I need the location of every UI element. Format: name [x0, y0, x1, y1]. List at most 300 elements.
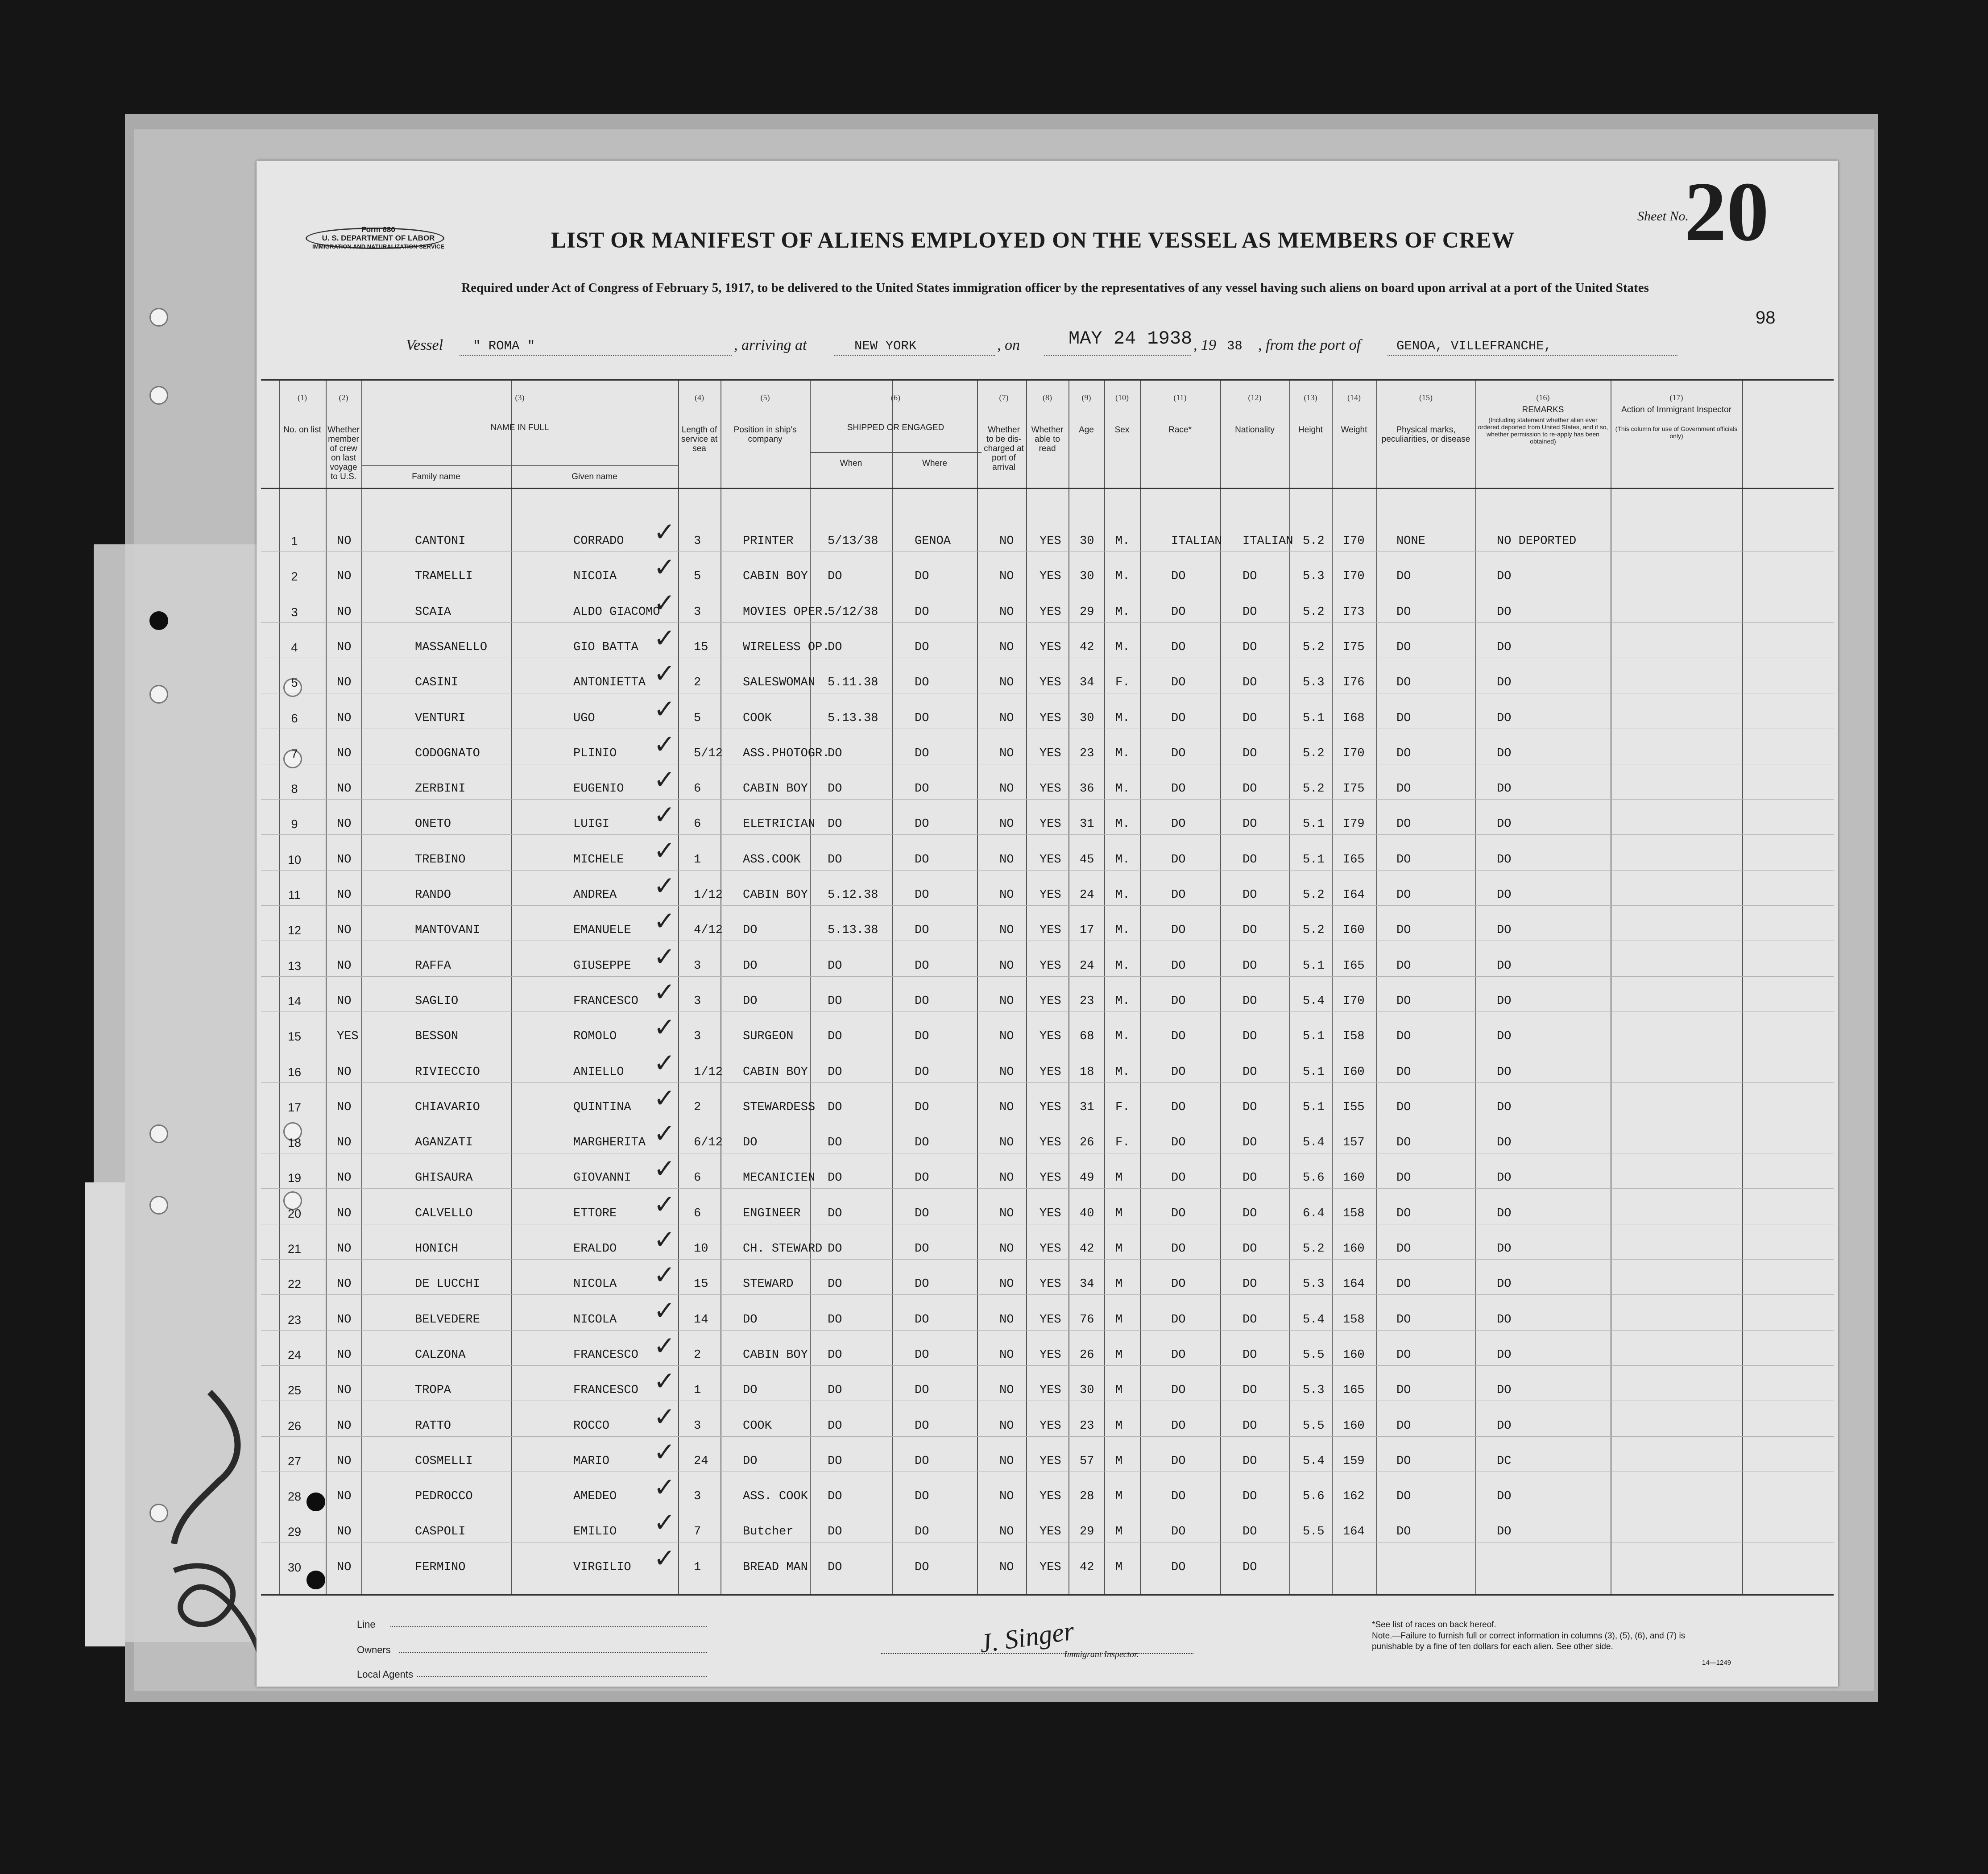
cell-marks: DO [1396, 994, 1411, 1008]
cell-prev: NO [337, 853, 352, 867]
table-row [261, 622, 1834, 659]
cell-no: 4 [291, 640, 298, 654]
cell-no: 8 [291, 782, 298, 796]
check-mark: ✓ [654, 1507, 675, 1538]
cell-given: EUGENIO [573, 782, 624, 796]
from-value: GENOA, VILLEFRANCHE, [1396, 339, 1552, 353]
cell-remarks: DO [1497, 959, 1512, 973]
cell-position: CABIN BOY [743, 1065, 808, 1079]
cell-height: 5.2 [1303, 640, 1325, 654]
cell-no: 2 [291, 570, 298, 584]
table-row [261, 1118, 1834, 1154]
cell-height: 5.5 [1303, 1525, 1325, 1539]
cell-service: 3 [694, 605, 701, 619]
cell-marks: DO [1396, 1454, 1411, 1468]
cell-family: RIVIECCIO [415, 1065, 480, 1079]
marginal-number: 98 [1756, 308, 1776, 328]
cell-no: 22 [287, 1277, 302, 1291]
cell-nationality: DO [1242, 605, 1257, 619]
cell-age: 49 [1080, 1171, 1094, 1185]
cell-age: 42 [1080, 640, 1094, 654]
cell-service: 5/12 [694, 746, 723, 760]
cell-prev: NO [337, 1136, 352, 1150]
cell-family: TROPA [415, 1384, 451, 1397]
table-row [261, 1330, 1834, 1366]
cell-weight: 162 [1343, 1490, 1365, 1504]
cell-height: 5.2 [1303, 888, 1325, 902]
column-rule [361, 381, 362, 1594]
cell-prev: NO [337, 782, 352, 796]
cell-where: DO [915, 1490, 929, 1504]
cell-remarks: DO [1497, 782, 1512, 796]
cell-where: DO [915, 746, 929, 760]
cell-age: 24 [1080, 959, 1094, 973]
cell-when: DO [828, 817, 842, 831]
cell-no: 13 [287, 959, 302, 973]
table-row [261, 658, 1834, 694]
from-underline [1387, 355, 1677, 356]
cell-weight: 159 [1343, 1454, 1365, 1468]
cell-where: DO [915, 994, 929, 1008]
cell-weight: I70 [1343, 994, 1365, 1008]
cell-discharged: NO [999, 959, 1014, 973]
date-underline [1044, 355, 1191, 356]
check-mark: ✓ [654, 587, 675, 618]
cell-when: DO [828, 959, 842, 973]
cell-height: 5.5 [1303, 1348, 1325, 1362]
column-rule [1332, 381, 1333, 1594]
cell-when: DO [828, 1277, 842, 1291]
cell-nationality: DO [1242, 1419, 1257, 1433]
cell-discharged: NO [999, 1206, 1014, 1220]
cell-prev: NO [337, 676, 352, 690]
cell-family: CASINI [415, 676, 459, 690]
cell-weight: I76 [1343, 676, 1365, 690]
header-divider [810, 452, 982, 453]
year-value: 38 [1227, 339, 1242, 353]
cell-remarks: DO [1497, 1136, 1512, 1150]
cell-nationality: ITALIAN [1242, 535, 1293, 548]
year-label: , 19 [1193, 337, 1216, 353]
cell-sex: F. [1115, 676, 1130, 690]
cell-sex: M [1115, 1242, 1123, 1256]
cell-service: 2 [694, 676, 701, 690]
cell-nationality: DO [1242, 959, 1257, 973]
cell-marks: DO [1396, 746, 1411, 760]
cell-where: DO [915, 817, 929, 831]
cell-read: YES [1040, 1348, 1061, 1362]
cell-nationality: DO [1242, 994, 1257, 1008]
cell-service: 3 [694, 959, 701, 973]
cell-marks: DO [1396, 1525, 1411, 1539]
cell-no: 29 [287, 1525, 302, 1539]
cell-marks: DO [1396, 959, 1411, 973]
cell-remarks: DO [1497, 1348, 1512, 1362]
cell-given: NICOLA [573, 1277, 617, 1291]
cell-weight: I70 [1343, 570, 1365, 584]
cell-race: DO [1171, 1525, 1186, 1539]
cell-discharged: NO [999, 817, 1014, 831]
cell-service: 1/12 [694, 1065, 723, 1079]
column-number: (8) [1043, 393, 1052, 402]
pencil-scribble [147, 1383, 263, 1669]
cell-weight: I75 [1343, 640, 1365, 654]
cell-weight: 158 [1343, 1206, 1365, 1220]
check-mark: ✓ [654, 800, 675, 830]
cell-service: 10 [694, 1242, 708, 1256]
cell-discharged: NO [999, 535, 1014, 548]
cell-weight: 160 [1343, 1242, 1365, 1256]
cell-family: CALZONA [415, 1348, 466, 1362]
inspector-label: Immigrant Inspector. [1064, 1650, 1139, 1659]
column-header: Physical marks, peculiarities, or disease [1381, 425, 1470, 444]
page-edge-left-lower [85, 1182, 125, 1646]
cell-read: YES [1040, 1065, 1061, 1079]
form-code: 14—1249 [1702, 1659, 1731, 1667]
cell-given: MARIO [573, 1454, 610, 1468]
cell-service: 7 [694, 1525, 701, 1539]
cell-nationality: DO [1242, 1313, 1257, 1327]
cell-height: 5.1 [1303, 817, 1325, 831]
cell-given: LUIGI [573, 817, 610, 831]
cell-remarks: DO [1497, 817, 1512, 831]
sheet-label: Sheet No. [1637, 209, 1689, 224]
table-row [261, 1260, 1834, 1295]
cell-discharged: NO [999, 1560, 1014, 1574]
cell-sex: M. [1115, 959, 1130, 973]
cell-race: DO [1171, 1065, 1186, 1079]
cell-position: STEWARD [743, 1277, 794, 1291]
check-mark: ✓ [654, 1330, 675, 1361]
cell-marks: DO [1396, 782, 1411, 796]
inspector-signature: J. Singer [977, 1616, 1076, 1658]
check-mark: ✓ [654, 517, 675, 547]
cell-remarks: DO [1497, 1065, 1512, 1079]
cell-race: DO [1171, 1242, 1186, 1256]
cell-remarks: NO DEPORTED [1497, 535, 1577, 548]
cell-no: 28 [287, 1490, 302, 1504]
check-mark: ✓ [654, 835, 675, 866]
cell-prev: NO [337, 1100, 352, 1114]
cell-when: 5.12.38 [828, 888, 878, 902]
cell-read: YES [1040, 1030, 1061, 1044]
cell-remarks: DO [1497, 888, 1512, 902]
cell-read: YES [1040, 1136, 1061, 1150]
cell-age: 24 [1080, 888, 1094, 902]
cell-sex: F. [1115, 1100, 1130, 1114]
cell-race: DO [1171, 1136, 1186, 1150]
check-mark: ✓ [654, 1366, 675, 1397]
column-header: Sex [1114, 425, 1130, 435]
cell-discharged: NO [999, 711, 1014, 725]
cell-read: YES [1040, 535, 1061, 548]
cell-sex: M [1115, 1454, 1123, 1468]
column-rule [977, 381, 978, 1594]
cell-where: DO [915, 1206, 929, 1220]
cell-nationality: DO [1242, 570, 1257, 584]
cell-remarks: DO [1497, 570, 1512, 584]
cell-remarks: DO [1497, 1277, 1512, 1291]
cell-marks: DO [1396, 924, 1411, 937]
cell-read: YES [1040, 1171, 1061, 1185]
cell-given: ANDREA [573, 888, 617, 902]
cell-discharged: NO [999, 1454, 1014, 1468]
signature-underline [881, 1653, 1193, 1654]
cell-read: YES [1040, 1525, 1061, 1539]
cell-given: MICHELE [573, 853, 624, 867]
check-mark: ✓ [654, 1472, 675, 1503]
cell-discharged: NO [999, 1065, 1014, 1079]
column-header: Race* [1168, 425, 1192, 435]
date-value: MAY 24 1938 [1069, 328, 1193, 349]
cell-race: DO [1171, 1384, 1186, 1397]
cell-where: DO [915, 853, 929, 867]
cell-marks: DO [1396, 1384, 1411, 1397]
cell-marks: DO [1396, 1206, 1411, 1220]
arriving-underline [834, 355, 995, 356]
cell-remarks: DO [1497, 1419, 1512, 1433]
cell-sex: M [1115, 1206, 1123, 1220]
cell-where: DO [915, 1313, 929, 1327]
column-number: (11) [1173, 393, 1187, 402]
check-mark: ✓ [654, 906, 675, 937]
cell-height: 5.4 [1303, 994, 1325, 1008]
service-text: IMMIGRATION AND NATURALIZATION SERVICE [312, 243, 445, 250]
cell-weight: I70 [1343, 535, 1365, 548]
cell-race: DO [1171, 1277, 1186, 1291]
cell-where: DO [915, 1136, 929, 1150]
cell-weight: I79 [1343, 817, 1365, 831]
cell-given: PLINIO [573, 746, 617, 760]
cell-remarks: DO [1497, 1525, 1512, 1539]
cell-marks: DO [1396, 570, 1411, 584]
cell-family: RAFFA [415, 959, 451, 973]
cell-service: 14 [694, 1313, 708, 1327]
cell-when: DO [828, 746, 842, 760]
table-row [261, 729, 1834, 765]
column-header: Position in ship's company [733, 425, 797, 444]
table-row [261, 1542, 1834, 1579]
cell-no: 23 [287, 1313, 302, 1327]
cell-marks: DO [1396, 1136, 1411, 1150]
cell-given: ROCCO [573, 1419, 610, 1433]
cell-weight: I75 [1343, 782, 1365, 796]
cell-prev: NO [337, 1277, 352, 1291]
cell-sex: M. [1115, 746, 1130, 760]
cell-read: YES [1040, 1419, 1061, 1433]
cell-position: CABIN BOY [743, 782, 808, 796]
cell-given: GIUSEPPE [573, 959, 631, 973]
cell-sex: M. [1115, 1030, 1130, 1044]
cell-discharged: NO [999, 1313, 1014, 1327]
cell-given: ETTORE [573, 1206, 617, 1220]
cell-position: SURGEON [743, 1030, 794, 1044]
cell-sex: M [1115, 1348, 1123, 1362]
cell-nationality: DO [1242, 1065, 1257, 1079]
cell-given: MARGHERITA [573, 1136, 646, 1150]
cell-race: DO [1171, 853, 1186, 867]
cell-marks: DO [1396, 605, 1411, 619]
cell-prev: NO [337, 1065, 352, 1079]
cell-service: 5 [694, 570, 701, 584]
cell-service: 6 [694, 782, 701, 796]
failure-note: Note.—Failure to furnish full or correct information in columns (3), (5), (6), and (7) is punishable by a fine of ten dollars for each alien. See other side. [1372, 1631, 1686, 1651]
column-number: (14) [1347, 393, 1361, 402]
cell-position: DO [743, 924, 758, 937]
cell-weight: I65 [1343, 853, 1365, 867]
column-header: NAME IN FULL [490, 423, 549, 432]
cell-nationality: DO [1242, 711, 1257, 725]
cell-weight: 160 [1343, 1419, 1365, 1433]
cell-race: DO [1171, 1206, 1186, 1220]
check-mark: ✓ [654, 764, 675, 795]
check-mark: ✓ [654, 622, 675, 653]
cell-where: DO [915, 676, 929, 690]
cell-when: DO [828, 1206, 842, 1220]
cell-when: 5/12/38 [828, 605, 878, 619]
cell-age: 26 [1080, 1348, 1094, 1362]
cell-marks: DO [1396, 817, 1411, 831]
cell-no: 12 [287, 924, 302, 937]
cell-read: YES [1040, 959, 1061, 973]
cell-given: FRANCESCO [573, 994, 638, 1008]
cell-height: 5.5 [1303, 1419, 1325, 1433]
cell-sex: M. [1115, 924, 1130, 937]
cell-where: DO [915, 1525, 929, 1539]
cell-when: DO [828, 1065, 842, 1079]
cell-read: YES [1040, 782, 1061, 796]
cell-discharged: NO [999, 1030, 1014, 1044]
cell-height: 5.1 [1303, 1030, 1325, 1044]
cell-race: DO [1171, 746, 1186, 760]
punch-hole [149, 1196, 168, 1215]
cell-discharged: NO [999, 924, 1014, 937]
cell-remarks: DO [1497, 924, 1512, 937]
cell-service: 6 [694, 817, 701, 831]
cell-sex: M. [1115, 711, 1130, 725]
cell-position: CH. STEWARD [743, 1242, 823, 1256]
column-header: Whether member of crew on last voyage to U.S. [327, 425, 360, 481]
cell-remarks: DC [1497, 1454, 1512, 1468]
cell-family: CALVELLO [415, 1206, 473, 1220]
cell-position: PRINTER [743, 535, 794, 548]
cell-family: HONICH [415, 1242, 459, 1256]
column-rule [1376, 381, 1377, 1594]
cell-read: YES [1040, 1206, 1061, 1220]
cell-service: 3 [694, 994, 701, 1008]
cell-where: DO [915, 1100, 929, 1114]
cell-where: DO [915, 1242, 929, 1256]
cell-when: DO [828, 1030, 842, 1044]
cell-given: QUINTINA [573, 1100, 631, 1114]
cell-when: DO [828, 1384, 842, 1397]
cell-race: DO [1171, 640, 1186, 654]
cell-family: MANTOVANI [415, 924, 480, 937]
table-row [261, 976, 1834, 1012]
cell-position: MECANICIEN [743, 1171, 816, 1185]
cell-marks: DO [1396, 1065, 1411, 1079]
cell-marks: DO [1396, 1100, 1411, 1114]
cell-when: DO [828, 782, 842, 796]
cell-family: RANDO [415, 888, 451, 902]
cell-family: BELVEDERE [415, 1313, 480, 1327]
cell-discharged: NO [999, 782, 1014, 796]
table-row [261, 552, 1834, 588]
cell-where: GENOA [915, 535, 951, 548]
check-mark: ✓ [654, 1047, 675, 1078]
cell-height: 5.4 [1303, 1454, 1325, 1468]
cell-marks: DO [1396, 676, 1411, 690]
line-underline [390, 1626, 707, 1627]
cell-discharged: NO [999, 605, 1014, 619]
cell-nationality: DO [1242, 1384, 1257, 1397]
column-header: Whether able to read [1031, 425, 1064, 453]
column-header: SHIPPED OR ENGAGED [847, 423, 944, 432]
check-mark: ✓ [654, 1542, 675, 1573]
check-mark: ✓ [654, 1118, 675, 1149]
table-row [261, 587, 1834, 623]
cell-weight: I65 [1343, 959, 1365, 973]
column-rule [1026, 381, 1027, 1594]
cell-nationality: DO [1242, 1171, 1257, 1185]
cell-weight: I73 [1343, 605, 1365, 619]
cell-no: 7 [291, 746, 298, 760]
cell-nationality: DO [1242, 640, 1257, 654]
voyage-line [281, 328, 1838, 359]
cell-sex: M [1115, 1525, 1123, 1539]
cell-prev: NO [337, 1242, 352, 1256]
cell-family: COSMELLI [415, 1454, 473, 1468]
punch-hole [149, 611, 168, 630]
check-mark: ✓ [654, 1436, 675, 1467]
cell-weight: I68 [1343, 711, 1365, 725]
table-row [261, 1401, 1834, 1437]
cell-where: DO [915, 711, 929, 725]
department-text: U. S. DEPARTMENT OF LABOR [322, 234, 435, 242]
cell-age: 68 [1080, 1030, 1094, 1044]
cell-nationality: DO [1242, 1348, 1257, 1362]
cell-prev: NO [337, 570, 352, 584]
cell-read: YES [1040, 888, 1061, 902]
remarks-note: (Including statement whether alien ever ordered deported from United States, and if so, whether permission to re-apply has been obtained) [1478, 416, 1608, 445]
cell-family: CASPOLI [415, 1525, 466, 1539]
check-mark: ✓ [654, 1189, 675, 1219]
cell-position: DO [743, 994, 758, 1008]
cell-remarks: DO [1497, 994, 1512, 1008]
table-row [261, 1295, 1834, 1331]
cell-remarks: DO [1497, 1242, 1512, 1256]
cell-sex: F. [1115, 1136, 1130, 1150]
cell-height: 5.2 [1303, 924, 1325, 937]
cell-nationality: DO [1242, 1206, 1257, 1220]
cell-prev: NO [337, 711, 352, 725]
cell-age: 26 [1080, 1136, 1094, 1150]
cell-prev: NO [337, 817, 352, 831]
column-number: (3) [515, 393, 525, 402]
cell-read: YES [1040, 1277, 1061, 1291]
check-mark: ✓ [654, 1401, 675, 1432]
cell-no: 14 [287, 994, 302, 1008]
vessel-underline [460, 355, 732, 356]
cell-prev: NO [337, 1313, 352, 1327]
on-label: , on [997, 337, 1020, 353]
cell-no: 10 [287, 853, 302, 867]
cell-family: GHISAURA [415, 1171, 473, 1185]
cell-remarks: DO [1497, 1490, 1512, 1504]
cell-when: 5.11.38 [828, 676, 878, 690]
cell-race: DO [1171, 1100, 1186, 1114]
column-header: Age [1079, 425, 1094, 435]
